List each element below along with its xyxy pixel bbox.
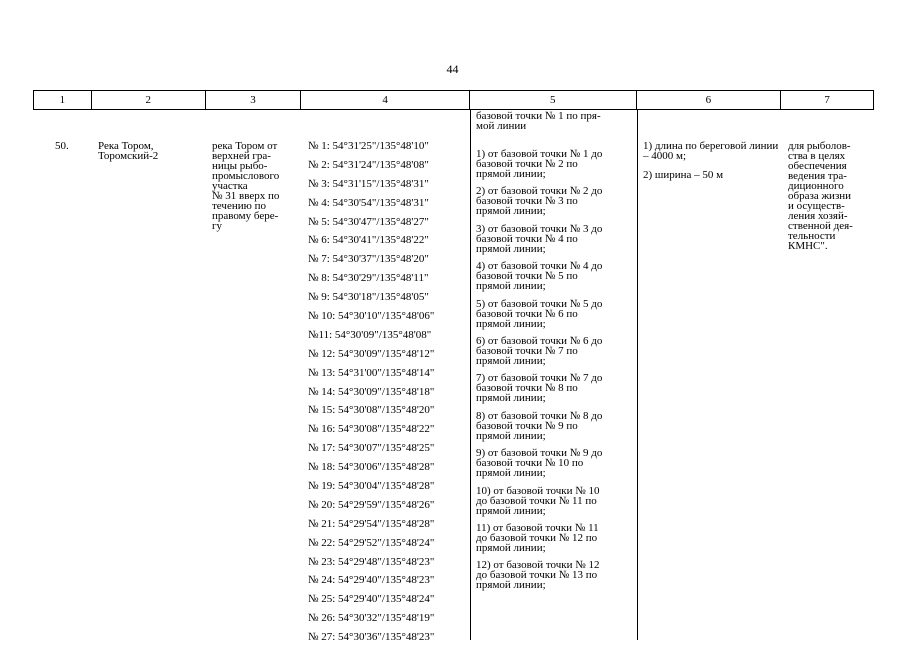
border-line: базовой точки № 8 по	[476, 382, 578, 395]
border-segment	[476, 560, 634, 590]
base-point: № 20: 54°29'59"/135°48'26"	[308, 498, 435, 511]
border-line: 1) от базовой точки № 1 до	[476, 148, 603, 160]
purpose-line: для рыболов-	[788, 140, 851, 152]
border-line: мой линии	[476, 120, 527, 132]
border-line: 2) от базовой точки № 2 до	[476, 185, 603, 198]
border-line: базовой точки № 7 по	[476, 344, 578, 357]
border-line: до базовой точки № 12 по	[476, 531, 598, 544]
purpose-line: обеспечения	[788, 160, 847, 172]
name-line: Торомский-2	[98, 150, 159, 162]
border-line: 8) от базовой точки № 8 до	[476, 409, 603, 422]
border-line: базовой точки № 2 по	[476, 158, 578, 170]
border-line: базовой точки № 5 по	[476, 270, 578, 283]
border-line: прямой линии;	[476, 467, 546, 480]
border-line: прямой линии;	[476, 242, 546, 255]
location-line: река Тором от	[212, 140, 278, 152]
base-point: № 17: 54°30'07"/135°48'25"	[308, 442, 435, 455]
border-segment	[476, 448, 634, 478]
area-dimensions	[643, 141, 781, 189]
base-point: № 18: 54°30'06"/135°48'28"	[308, 461, 435, 474]
base-point: № 13: 54°31'00"/135°48'14"	[308, 366, 435, 379]
water-body-name	[98, 141, 198, 161]
border-line: прямой линии;	[476, 541, 546, 554]
border-line: базовой точки № 10 по	[476, 457, 584, 470]
column-divider	[637, 110, 638, 640]
border-line: 12) от базовой точки № 12	[476, 559, 600, 572]
location-line: ницы рыбо-	[212, 160, 268, 172]
name-line: Река Тором,	[98, 140, 154, 152]
base-point: № 14: 54°30'09"/135°48'18"	[308, 385, 435, 398]
column-divider	[470, 110, 471, 640]
base-point: № 7: 54°30'37"/135°48'20"	[308, 253, 429, 266]
border-line: прямой линии;	[476, 168, 546, 180]
purpose-line: тельности	[788, 230, 836, 242]
border-line: прямой линии;	[476, 579, 546, 592]
border-segment	[476, 186, 634, 216]
base-point: № 2: 54°31'24"/135°48'08"	[308, 158, 429, 171]
location-line: № 31 вверх по	[212, 190, 280, 202]
border-line: базовой точки № 3 по	[476, 195, 578, 208]
border-segment	[476, 299, 634, 329]
border-line: 7) от базовой точки № 7 до	[476, 372, 603, 385]
location-line: правому бере-	[212, 210, 279, 222]
border-segment	[476, 149, 634, 179]
purpose-line: ведения тра-	[788, 170, 847, 182]
location-line: гу	[212, 220, 223, 232]
border-line: прямой линии;	[476, 280, 546, 293]
base-point: № 1: 54°31'25"/135°48'10"	[308, 140, 429, 152]
location-line: течению по	[212, 200, 266, 212]
column-header-5: 5	[470, 91, 637, 109]
purpose-description	[788, 141, 868, 251]
base-points-list	[308, 141, 468, 651]
border-line: 3) от базовой точки № 3 до	[476, 222, 603, 235]
border-line: 6) от базовой точки № 6 до	[476, 334, 603, 347]
base-point: № 27: 54°30'36"/135°48'23"	[308, 631, 435, 644]
purpose-line: диционного	[788, 180, 844, 192]
border-line: прямой линии;	[476, 317, 546, 330]
width-text: 2) ширина – 50 м	[643, 169, 724, 181]
column-header-7: 7	[824, 94, 830, 106]
base-point: № 21: 54°29'54"/135°48'28"	[308, 517, 435, 530]
border-line: 11) от базовой точки № 11	[476, 521, 599, 534]
base-point: № 19: 54°30'04"/135°48'28"	[308, 480, 435, 493]
page-number: 44	[446, 62, 459, 76]
border-line: 4) от базовой точки № 4 до	[476, 260, 603, 273]
border-line: прямой линии;	[476, 392, 546, 405]
border-segment	[476, 523, 634, 553]
border-line: базовой точки № 1 по пря-	[476, 110, 601, 122]
location-line: верхней гра-	[212, 150, 271, 162]
border-segment	[476, 411, 634, 441]
border-description	[476, 111, 634, 598]
location-description	[212, 141, 300, 231]
location-line: участка	[212, 180, 248, 192]
base-point: № 15: 54°30'08"/135°48'20"	[308, 404, 435, 417]
column-header-6: 6	[637, 91, 782, 109]
border-segment	[476, 224, 634, 254]
base-point: № 6: 54°30'41"/135°48'22"	[308, 234, 429, 247]
purpose-line: ства в целях	[788, 150, 846, 162]
base-point: № 3: 54°31'15"/135°48'31"	[308, 177, 429, 190]
purpose-line: ления хозяй-	[788, 210, 848, 222]
border-line: 10) от базовой точки № 10	[476, 484, 600, 497]
border-line: 9) от базовой точки № 9 до	[476, 447, 603, 460]
base-point: № 12: 54°30'09"/135°48'12"	[308, 347, 435, 360]
location-line: промыслового	[212, 170, 280, 182]
base-point: № 26: 54°30'32"/135°48'19"	[308, 612, 435, 625]
border-line: базовой точки № 4 по	[476, 232, 578, 245]
purpose-line: КМНС".	[788, 240, 828, 252]
column-header-3: 3	[206, 91, 302, 109]
table-header-row	[33, 90, 874, 110]
column-header-4: 4	[301, 91, 470, 109]
base-point: № 8: 54°30'29"/135°48'11"	[308, 272, 429, 285]
base-point: №11: 54°30'09"/135°48'08"	[308, 328, 432, 341]
purpose-line: и осуществ-	[788, 200, 845, 212]
base-point: № 4: 54°30'54"/135°48'31"	[308, 196, 429, 209]
border-segment	[476, 261, 634, 291]
column-header-2: 2	[92, 91, 206, 109]
border-segment	[476, 336, 634, 366]
border-line: прямой линии;	[476, 354, 546, 367]
border-line: до базовой точки № 11 по	[476, 494, 597, 507]
base-point: № 25: 54°29'40"/135°48'24"	[308, 593, 435, 606]
purpose-line: ственной дея-	[788, 220, 853, 232]
border-line: базовой точки № 6 по	[476, 307, 578, 320]
row-number: 50.	[55, 140, 69, 152]
border-segment	[476, 486, 634, 516]
border-line: 5) от базовой точки № 5 до	[476, 297, 603, 310]
border-continuation	[476, 111, 634, 131]
base-point: № 9: 54°30'18"/135°48'05"	[308, 291, 429, 304]
base-point: № 10: 54°30'10"/135°48'06"	[308, 310, 435, 323]
base-point: № 24: 54°29'40"/135°48'23"	[308, 574, 435, 587]
length-text: 1) длина по береговой линии – 4000 м;	[643, 140, 779, 162]
base-point: № 22: 54°29'52"/135°48'24"	[308, 536, 435, 549]
base-point: № 23: 54°29'48"/135°48'23"	[308, 555, 435, 568]
purpose-line: образа жизни	[788, 190, 852, 202]
border-line: базовой точки № 9 по	[476, 419, 578, 432]
border-line: прямой линии;	[476, 504, 546, 517]
border-line: до базовой точки № 13 по	[476, 569, 598, 582]
base-point: № 16: 54°30'08"/135°48'22"	[308, 423, 435, 436]
border-segment	[476, 373, 634, 403]
border-line: прямой линии;	[476, 429, 546, 442]
column-header-1: 1	[34, 91, 92, 109]
base-point: № 5: 54°30'47"/135°48'27"	[308, 215, 429, 228]
border-line: прямой линии;	[476, 205, 546, 218]
